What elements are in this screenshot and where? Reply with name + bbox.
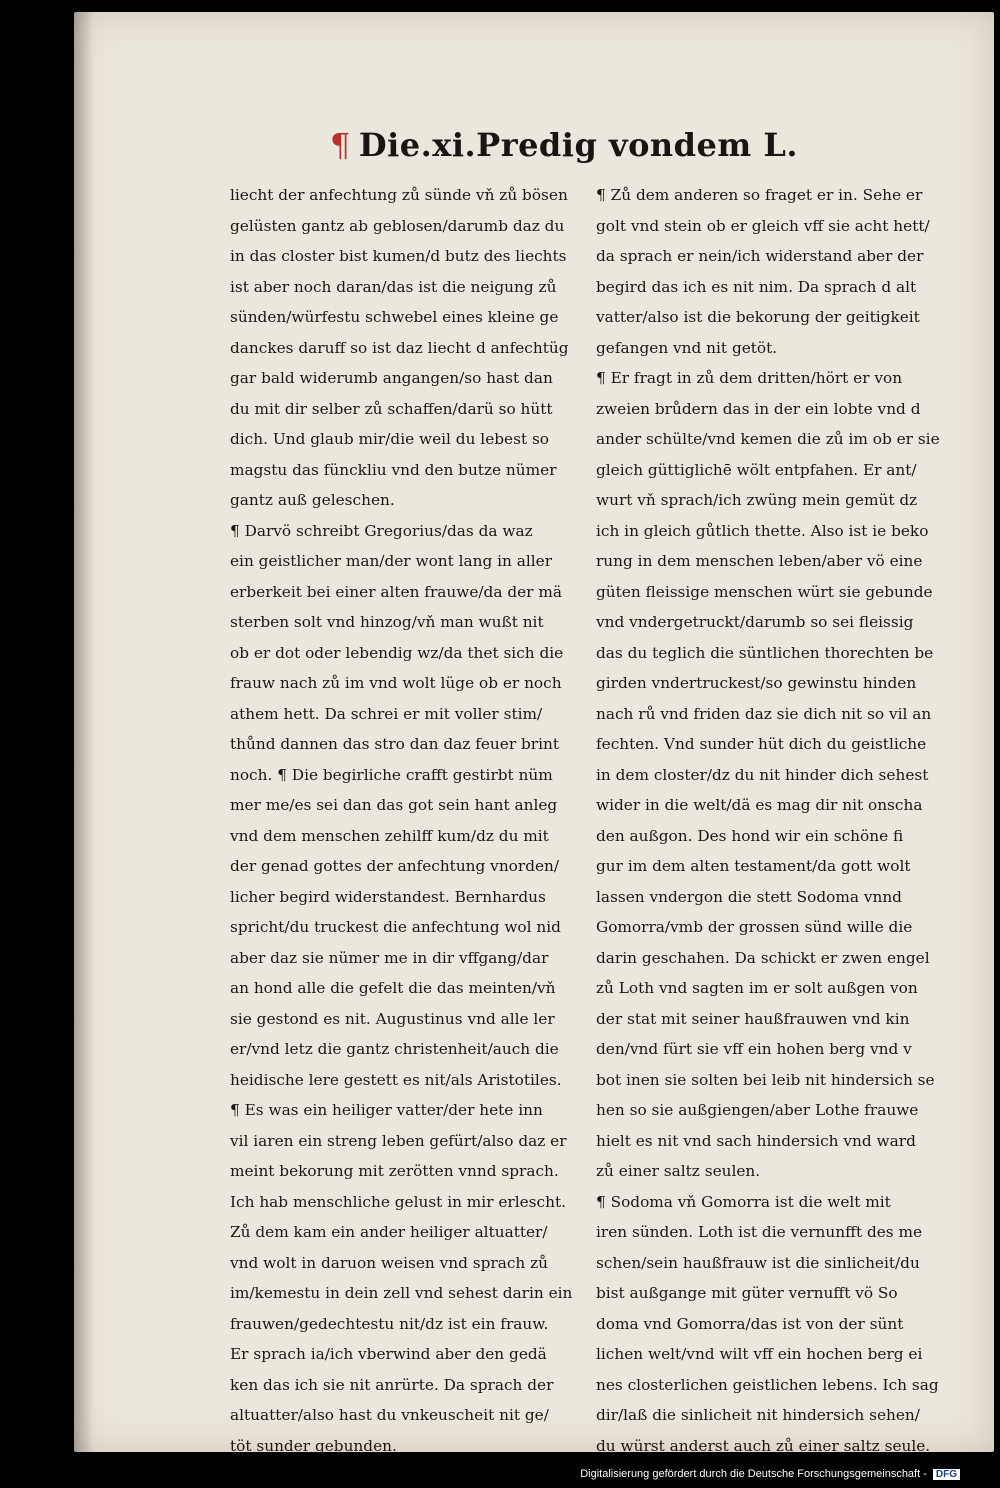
- text-line: magstu das fünckliu vnd den butze nümer: [230, 460, 557, 479]
- text-line: meint bekorung mit zerötten vnnd sprach.: [230, 1162, 559, 1180]
- text-line: ist aber noch daran/das ist die neigung zů: [230, 277, 557, 296]
- text-line: ob er dot oder lebendig wz/da thet sich die: [230, 643, 564, 662]
- text-line: gur im dem alten testament/da gott wolt: [596, 857, 911, 875]
- text-line: iren sünden. Loth ist die vernunfft des me: [596, 1223, 923, 1241]
- text-line: sie gestond es nit. Augustinus vnd alle ler: [230, 1009, 555, 1028]
- text-line: hielt es nit vnd sach hindersich vnd ward: [596, 1131, 916, 1150]
- text-line: ¶ Sodoma vň Gomorra ist die welt mit: [596, 1192, 891, 1211]
- text-line: an hond alle die gefelt die das meinten/vň: [230, 979, 556, 997]
- text-line: thůnd dannen das stro dan daz feuer brint: [230, 735, 559, 753]
- text-line: vnd wolt in daruon weisen vnd sprach zů: [230, 1253, 549, 1272]
- text-line: Ich hab menschliche gelust in mir erlescht.: [230, 1192, 566, 1211]
- text-line: ein geistlicher man/der wont lang in aller: [230, 552, 553, 570]
- text-line: ¶ Er fragt in zů dem dritten/hört er von: [596, 369, 903, 387]
- text-line: ¶ Es was ein heiliger vatter/der hete inn: [230, 1101, 543, 1119]
- text-line: den außgon. Des hond wir ein schöne fi: [596, 826, 904, 845]
- text-line: ander schülte/vnd kemen die zů im ob er sie: [596, 430, 940, 448]
- text-line: aber daz sie nümer me in dir vffgang/dar: [230, 948, 549, 967]
- text-line: wurt vň sprach/ich zwüng mein gemüt dz: [596, 491, 918, 509]
- text-line: vnd vndergetruckt/darumb so sei fleissig: [596, 613, 914, 631]
- text-line: fechten. Vnd sunder hüt dich du geistliche: [596, 735, 927, 753]
- text-line: der stat mit seiner haußfrauwen vnd kin: [596, 1009, 910, 1028]
- text-line: begird das ich es nit nim. Da sprach d alt: [596, 277, 917, 296]
- text-line: rung in dem menschen leben/aber vö eine: [596, 552, 923, 570]
- text-line: doma vnd Gomorra/das ist von der sünt: [596, 1314, 904, 1333]
- text-line: Er sprach ia/ich vberwind aber den gedä: [230, 1345, 547, 1363]
- text-line: lichen welt/vnd wilt vff ein hochen berg ei: [596, 1345, 923, 1363]
- text-line: Zů dem kam ein ander heiliger altuatter/: [230, 1223, 548, 1241]
- text-line: bist außgange mit güter vernufft vö So: [596, 1284, 898, 1302]
- text-line: zů einer saltz seulen.: [596, 1162, 761, 1180]
- text-line: ken das ich sie nit anrürte. Da sprach der: [230, 1375, 554, 1394]
- text-line: noch. ¶ Die begirliche crafft gestirbt nüm: [230, 765, 553, 784]
- text-line: vatter/also ist die bekorung der geitigkeit: [596, 308, 920, 326]
- text-line: gefangen vnd nit getöt.: [596, 338, 778, 357]
- text-line: licher begird widerstandest. Bernhardus: [230, 887, 546, 906]
- text-line: ¶ Zů dem anderen so fraget er in. Sehe er: [596, 186, 923, 204]
- dfg-logo: DFG: [933, 1469, 960, 1480]
- text-line: nach rů vnd friden daz sie dich nit so vil an: [596, 704, 932, 723]
- text-line: sterben solt vnd hinzog/vň man wußt nit: [230, 613, 544, 631]
- text-line: töt sunder gebunden.: [230, 1436, 397, 1455]
- text-line: den/vnd fürt sie vff ein hohen berg vnd v: [596, 1040, 912, 1058]
- page-heading: [330, 126, 798, 164]
- text-line: gelüsten gantz ab geblosen/darumb daz du: [230, 216, 565, 235]
- text-line: danckes daruff so ist daz liecht d anfechtüg: [230, 338, 569, 357]
- text-line: wider in die welt/dä es mag dir nit onscha: [596, 796, 923, 814]
- text-line: athem hett. Da schrei er mit voller stim/: [230, 704, 543, 723]
- text-line: Gomorra/vmb der grossen sünd wille die: [596, 918, 913, 936]
- text-line: altuatter/also hast du vnkeuscheit nit ge/: [230, 1406, 549, 1424]
- text-line: gar bald widerumb angangen/so hast dan: [230, 369, 553, 387]
- left-text-column: [230, 180, 582, 1461]
- text-line: hen so sie außgiengen/aber Lothe frauwe: [596, 1101, 919, 1119]
- text-line: dir/laß die sinlicheit nit hindersich sehen/: [596, 1406, 920, 1424]
- text-line: in dem closter/dz du nit hinder dich sehest: [596, 765, 929, 784]
- text-line: ich in gleich gůtlich thette. Also ist ie beko: [596, 521, 929, 540]
- text-line: frauwen/gedechtestu nit/dz ist ein frauw.: [230, 1314, 549, 1333]
- text-line: spricht/du truckest die anfechtung wol nid: [230, 918, 561, 936]
- text-line: du mit dir selber zů schaffen/darü so hütt: [230, 399, 553, 418]
- text-line: frauw nach zů im vnd wolt lüge ob er noch: [230, 674, 562, 692]
- text-line: bot inen sie solten bei leib nit hindersich se: [596, 1070, 935, 1089]
- text-line: girden vndertruckest/so gewinstu hinden: [596, 674, 917, 692]
- text-line: er/vnd letz die gantz christenheit/auch die: [230, 1040, 559, 1058]
- page-gutter-shadow: [74, 12, 94, 1452]
- text-line: gleich güttiglichē wölt entpfahen. Er ant/: [596, 460, 917, 479]
- text-line: darin geschahen. Da schickt er zwen engel: [596, 948, 930, 967]
- text-line: liecht der anfechtung zů sünde vň zů bösen: [230, 186, 568, 204]
- heading-text: Die.xi.Predig vondem L.: [358, 126, 799, 164]
- text-line: heidische lere gestett es nit/als Aristotiles.: [230, 1070, 562, 1089]
- pilcrow-mark: ¶: [330, 126, 351, 164]
- right-text-column: [596, 180, 958, 1461]
- text-line: sünden/würfestu schwebel eines kleine ge: [230, 308, 559, 326]
- funding-text: Digitalisierung gefördert durch die Deutsche Forschungsgemeinschaft -: [580, 1468, 927, 1480]
- text-line: du würst anderst auch zů einer saltz seule.: [596, 1436, 931, 1455]
- text-line: zů Loth vnd sagten im er solt außgen von: [596, 979, 918, 997]
- text-line: nes closterlichen geistlichen lebens. Ich sag: [596, 1375, 939, 1394]
- text-line: golt vnd stein ob er gleich vff sie acht hett/: [596, 216, 930, 235]
- funding-footer: [580, 1468, 960, 1480]
- text-line: mer me/es sei dan das got sein hant anleg: [230, 796, 558, 814]
- text-line: in das closter bist kumen/d butz des liechts: [230, 247, 567, 265]
- text-line: dich. Und glaub mir/die weil du lebest so: [230, 430, 550, 448]
- text-line: gantz auß geleschen.: [230, 491, 395, 509]
- text-line: ¶ Darvö schreibt Gregorius/das da waz: [230, 521, 533, 540]
- text-line: vnd dem menschen zehilff kum/dz du mit: [230, 826, 549, 845]
- text-line: vil iaren ein streng leben gefürt/also daz er: [230, 1131, 567, 1150]
- text-line: güten fleissige menschen würt sie gebunde: [596, 582, 933, 601]
- text-line: schen/sein haußfrauw ist die sinlicheit/du: [596, 1253, 920, 1272]
- text-line: erberkeit bei einer alten frauwe/da der mä: [230, 582, 562, 601]
- text-line: lassen vndergon die stett Sodoma vnnd: [596, 887, 902, 906]
- text-line: das du teglich die süntlichen thorechten be: [596, 643, 934, 662]
- text-line: im/kemestu in dein zell vnd sehest darin ein: [230, 1284, 573, 1302]
- text-line: da sprach er nein/ich widerstand aber der: [596, 247, 924, 265]
- text-line: zweien brůdern das in der ein lobte vnd d: [596, 399, 921, 418]
- text-line: der genad gottes der anfechtung vnorden/: [230, 857, 560, 875]
